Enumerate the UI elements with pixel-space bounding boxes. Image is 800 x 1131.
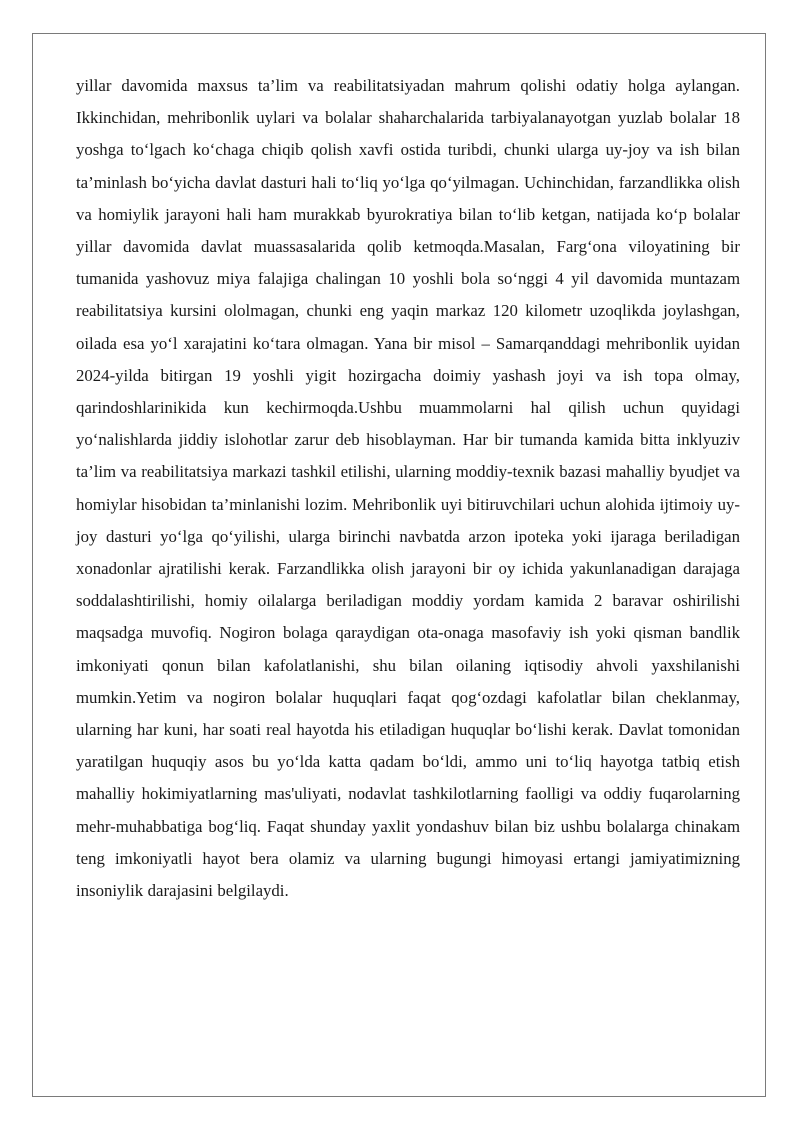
body-paragraph: yillar davomida maxsus ta’lim va reabilitatsiyadan mahrum qolishi odatiy holga aylangan. Ikkinchidan, mehribonlik uylari va bolalar shaharchalarida tarbiyalanayotgan yuzlab bolalar 18 yoshga to‘lgach ko‘chaga chiqib qolish xavfi ostida turibdi, chunki ularga uy-joy va ish bilan ta’minlash bo‘yicha davlat dasturi hali to‘liq yo‘lga qo‘yilmagan. Uchinchidan, farzandlikka olish va homiylik jarayoni hali ham murakkab byurokratiya bilan to‘lib ketgan, natijada ko‘p bolalar yillar davomida davlat muassasalarida qolib ketmoqda.Masalan, Farg‘ona viloyatining bir tumanida yashovuz miya falajiga chalingan 10 yoshli bola so‘nggi 4 yil davomida muntazam reabilitatsiya kursini ololmagan, chunki eng yaqin markaz 120 kilometr uzoqlikda joylashgan, oilada esa yo‘l xarajatini ko‘tara olmagan. Yana bir misol – Samarqanddagi mehribonlik uyidan 2024-yilda bitirgan 19 yoshli yigit hozirgacha doimiy yashash joyi va ish topa olmay, qarindoshlarinikida kun kechirmoqda.Ushbu muammolarni hal qilish uchun quyidagi yo‘nalishlarda jiddiy islohotlar zarur deb hisoblayman. Har bir tumanda kamida bitta inklyuziv ta’lim va reabilitatsiya markazi tashkil etilishi, ularning moddiy-texnik bazasi mahalliy byudjet va homiylar hisobidan ta’minlanishi lozim. Mehribonlik uyi bitiruvchilari uchun alohida ijtimoiy uy-joy dasturi yo‘lga qo‘yilishi, ularga birinchi navbatda arzon ipoteka yoki ijaraga beriladigan xonadonlar ajratilishi kerak. Farzandlikka olish jarayoni bir oy ichida yakunlanadigan darajaga soddalashtirilishi, homiy oilalarga beriladigan moddiy yordam kamida 2 baravar oshirilishi maqsadga muvofiq. Nogiron bolaga qaraydigan ota-onaga masofaviy ish yoki qisman bandlik imkoniyati qonun bilan kafolatlanishi, shu bilan oilaning iqtisodiy ahvoli yaxshilanishi mumkin.Yetim va nogiron bolalar huquqlari faqat qog‘ozdagi kafolatlar bilan cheklanmay, ularning har kuni, har soati real hayotda his etiladigan huquqlar bo‘lishi kerak. Davlat tomonidan yaratilgan huquqiy asos bu yo‘lda katta qadam bo‘ldi, ammo uni to‘liq hayotga tatbiq etish mahalliy hokimiyatlarning mas'uliyati, nodavlat tashkilotlarning faolligi va oddiy fuqarolarning mehr-muhabbatiga bog‘liq. Faqat shunday yaxlit yondashuv bilan biz ushbu bolalarga chinakam teng imkoniyatli hayot bera olamiz va ularning bugungi himoyasi ertangi jamiyatimizning insoniylik darajasini belgilaydi. xyxy=(76,76,740,901)
